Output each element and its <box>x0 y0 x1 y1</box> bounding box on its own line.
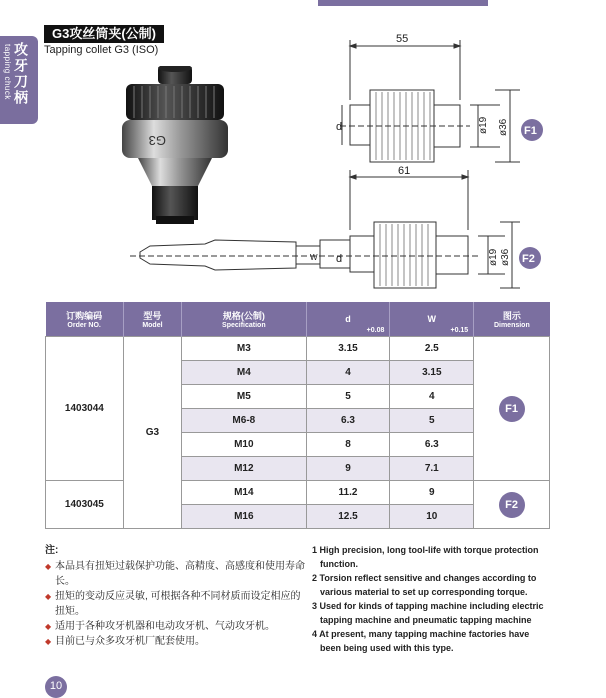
figure-badge: F1 <box>499 396 525 422</box>
w-cell: 5 <box>390 409 474 433</box>
w-cell: 2.5 <box>390 337 474 361</box>
w-cell: 7.1 <box>390 457 474 481</box>
f2-badge: F2 <box>522 253 535 265</box>
note-item: 2 Torsion reflect sensitive and changes according to various material to set up corresponding torque. <box>312 573 537 597</box>
notes-english <box>312 543 552 655</box>
photo-marking: G3 <box>148 133 166 148</box>
d-cell: 6.3 <box>306 409 390 433</box>
d-cell: 12.5 <box>306 505 390 529</box>
model-cell: G3 <box>123 337 181 529</box>
table-header-row <box>46 302 550 337</box>
spec-cell: M14 <box>182 481 307 505</box>
side-tab-english: tapping chuck <box>3 44 12 100</box>
figure-cell <box>474 481 550 529</box>
spec-cell: M10 <box>182 433 307 457</box>
notes-heading: 注: <box>45 545 59 556</box>
col-dimension: 图示 Dimension <box>474 302 550 337</box>
figure-cell <box>474 337 550 481</box>
col-spec: 规格(公制) Specification <box>182 302 307 337</box>
w-cell: 9 <box>390 481 474 505</box>
d-cell: 9 <box>306 457 390 481</box>
page-number: 10 <box>45 676 67 698</box>
d-cell: 5 <box>306 385 390 409</box>
order-cell: 1403045 <box>46 481 124 529</box>
w-cell: 3.15 <box>390 361 474 385</box>
notes-chinese <box>45 543 305 649</box>
col-d: d +0.08 <box>306 302 390 337</box>
f2-w-label: W <box>310 253 318 262</box>
d-cell: 8 <box>306 433 390 457</box>
drawing-f2 <box>130 170 520 288</box>
spec-cell: M6-8 <box>182 409 307 433</box>
page-title: G3攻丝筒夹(公制) <box>44 25 164 43</box>
col-w: W +0.15 <box>390 302 474 337</box>
technical-drawings <box>0 0 606 300</box>
spec-table <box>45 302 550 529</box>
drawing-f1 <box>340 40 520 162</box>
f2-d-label: d <box>336 253 343 265</box>
table-row <box>46 337 550 361</box>
table-row <box>46 481 550 505</box>
d-cell: 11.2 <box>306 481 390 505</box>
f2-length-label: 61 <box>398 165 411 177</box>
d-cell: 4 <box>306 361 390 385</box>
w-cell: 4 <box>390 385 474 409</box>
w-cell: 10 <box>390 505 474 529</box>
page-subtitle: Tapping collet G3 (ISO) <box>44 44 159 56</box>
note-item: 3 Used for kinds of tapping machine including electric tapping machine and pneumatic tapping machine <box>312 601 544 625</box>
f1-length-label: 55 <box>396 33 409 45</box>
f2-dia19-label: ø19 <box>488 248 499 266</box>
w-cell: 6.3 <box>390 433 474 457</box>
note-item: ◆ 目前已与众多攻牙机厂配套使用。 <box>45 634 305 649</box>
col-order: 订购编码 Order NO. <box>46 302 124 337</box>
note-item: ◆ 适用于各种攻牙机器和电动攻牙机、气动攻牙机。 <box>45 619 305 634</box>
col-model: 型号 Model <box>123 302 181 337</box>
d-cell: 3.15 <box>306 337 390 361</box>
figure-badge: F2 <box>499 492 525 518</box>
f1-dia19-label: ø19 <box>478 116 489 134</box>
spec-cell: M5 <box>182 385 307 409</box>
spec-cell: M12 <box>182 457 307 481</box>
spec-cell: M16 <box>182 505 307 529</box>
note-item: 4 At present, many tapping machine factories have been being used with this type. <box>312 629 530 653</box>
note-item: ◆ 本品具有扭矩过载保护功能、高精度、高感度和使用寿命长。 <box>45 559 305 589</box>
f1-d-label: d <box>336 121 343 133</box>
f2-dia36-label: ø36 <box>500 248 511 266</box>
side-tab-chinese: 攻牙刀柄 <box>13 42 29 106</box>
f1-badge: F1 <box>524 125 537 137</box>
f1-dia36-label: ø36 <box>498 118 509 136</box>
order-cell: 1403044 <box>46 337 124 481</box>
spec-cell: M3 <box>182 337 307 361</box>
note-item: 1 High precision, long tool-life with torque protection function. <box>312 545 539 569</box>
spec-cell: M4 <box>182 361 307 385</box>
note-item: ◆ 扭矩的变动反应灵敏, 可根据各种不同材质而设定相应的扭矩。 <box>45 589 305 619</box>
